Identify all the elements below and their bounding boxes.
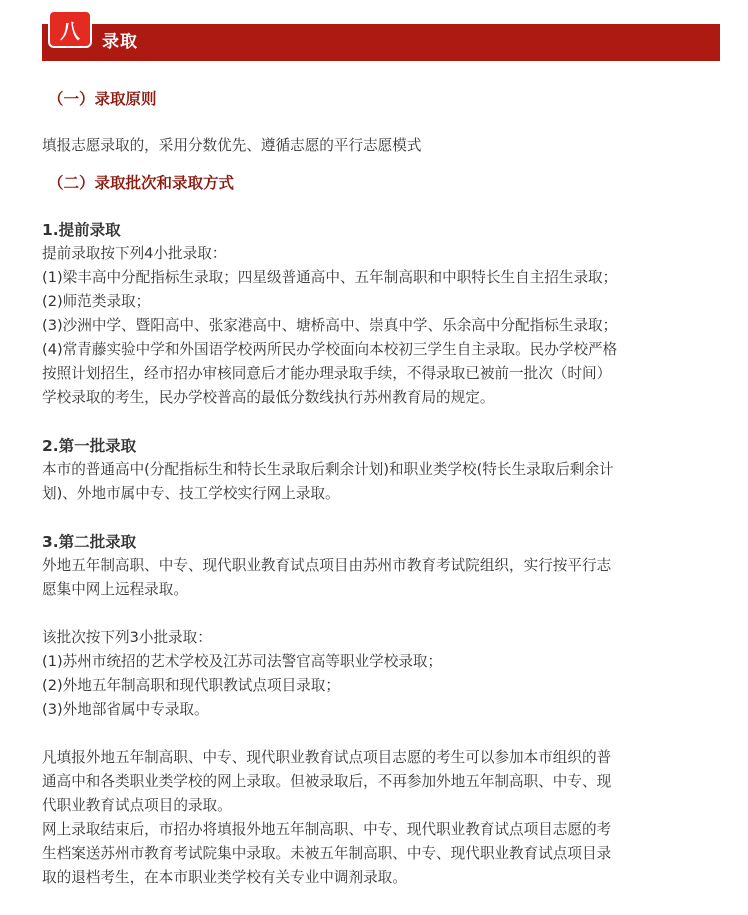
paragraph-line: (3)沙洲中学、暨阳高中、张家港高中、塘桥高中、崇真中学、乐余高中分配指标生录取； bbox=[42, 317, 618, 334]
paragraph-line: 生档案送苏州市教育考试院集中录取。未被五年制高职、中专、现代职业教育试点项目录 bbox=[42, 845, 612, 862]
first-batch-title: 2.第一批录取 bbox=[42, 437, 137, 455]
principle-heading: （一）录取原则 bbox=[48, 90, 157, 108]
paragraph-line: (1)苏州市统招的艺术学校及江苏司法警官高等职业学校录取； bbox=[42, 653, 443, 670]
principle-text: 填报志愿录取的，采用分数优先、遵循志愿的平行志愿模式 bbox=[42, 137, 422, 154]
paragraph-line: 通高中和各类职业类学校的网上录取。但被录取后，不再参加外地五年制高职、中专、现 bbox=[42, 773, 612, 790]
paragraph-line: 划)、外地市属中专、技工学校实行网上录取。 bbox=[42, 485, 340, 502]
paragraph-line: (3)外地部省属中专录取。 bbox=[42, 701, 209, 718]
paragraph-line: 代职业教育试点项目的录取。 bbox=[42, 797, 232, 814]
paragraph-line: 按照计划招生，经市招办审核同意后才能办理录取手续，不得录取已被前一批次（时间） bbox=[42, 365, 612, 382]
batches-heading: （二）录取批次和录取方式 bbox=[48, 174, 235, 192]
paragraph-line: (2)外地五年制高职和现代职教试点项目录取； bbox=[42, 677, 340, 694]
section-title: 录取 bbox=[102, 32, 138, 52]
paragraph-line: 该批次按下列3小批录取： bbox=[42, 629, 212, 646]
section-banner bbox=[42, 24, 720, 61]
second-batch-title: 3.第二批录取 bbox=[42, 533, 137, 551]
paragraph-line: 网上录取结束后，市招办将填报外地五年制高职、中专、现代职业教育试点项目志愿的考 bbox=[42, 821, 612, 838]
section-number-badge: 八 bbox=[48, 10, 92, 48]
paragraph-line: 取的退档考生，在本市职业类学校有关专业中调剂录取。 bbox=[42, 869, 407, 886]
paragraph-line: 本市的普通高中(分配指标生和特长生录取后剩余计划)和职业类学校(特长生录取后剩余计 bbox=[42, 461, 614, 478]
early-admission-title: 1.提前录取 bbox=[42, 221, 121, 239]
paragraph-line: 外地五年制高职、中专、现代职业教育试点项目由苏州市教育考试院组织，实行按平行志 bbox=[42, 557, 612, 574]
paragraph-line: (1)梁丰高中分配指标生录取；四星级普通高中、五年制高职和中职特长生自主招生录取； bbox=[42, 269, 618, 286]
paragraph-line: (2)师范类录取； bbox=[42, 293, 151, 310]
paragraph-line: (4)常青藤实验中学和外国语学校两所民办学校面向本校初三学生自主录取。民办学校严格 bbox=[42, 341, 618, 358]
paragraph-line: 凡填报外地五年制高职、中专、现代职业教育试点项目志愿的考生可以参加本市组织的普 bbox=[42, 749, 612, 766]
paragraph-line: 学校录取的考生，民办学校普高的最低分数线执行苏州教育局的规定。 bbox=[42, 389, 495, 406]
paragraph-line: 提前录取按下列4小批录取： bbox=[42, 245, 227, 262]
article-body bbox=[42, 86, 720, 890]
paragraph-line: 愿集中网上远程录取。 bbox=[42, 581, 188, 598]
